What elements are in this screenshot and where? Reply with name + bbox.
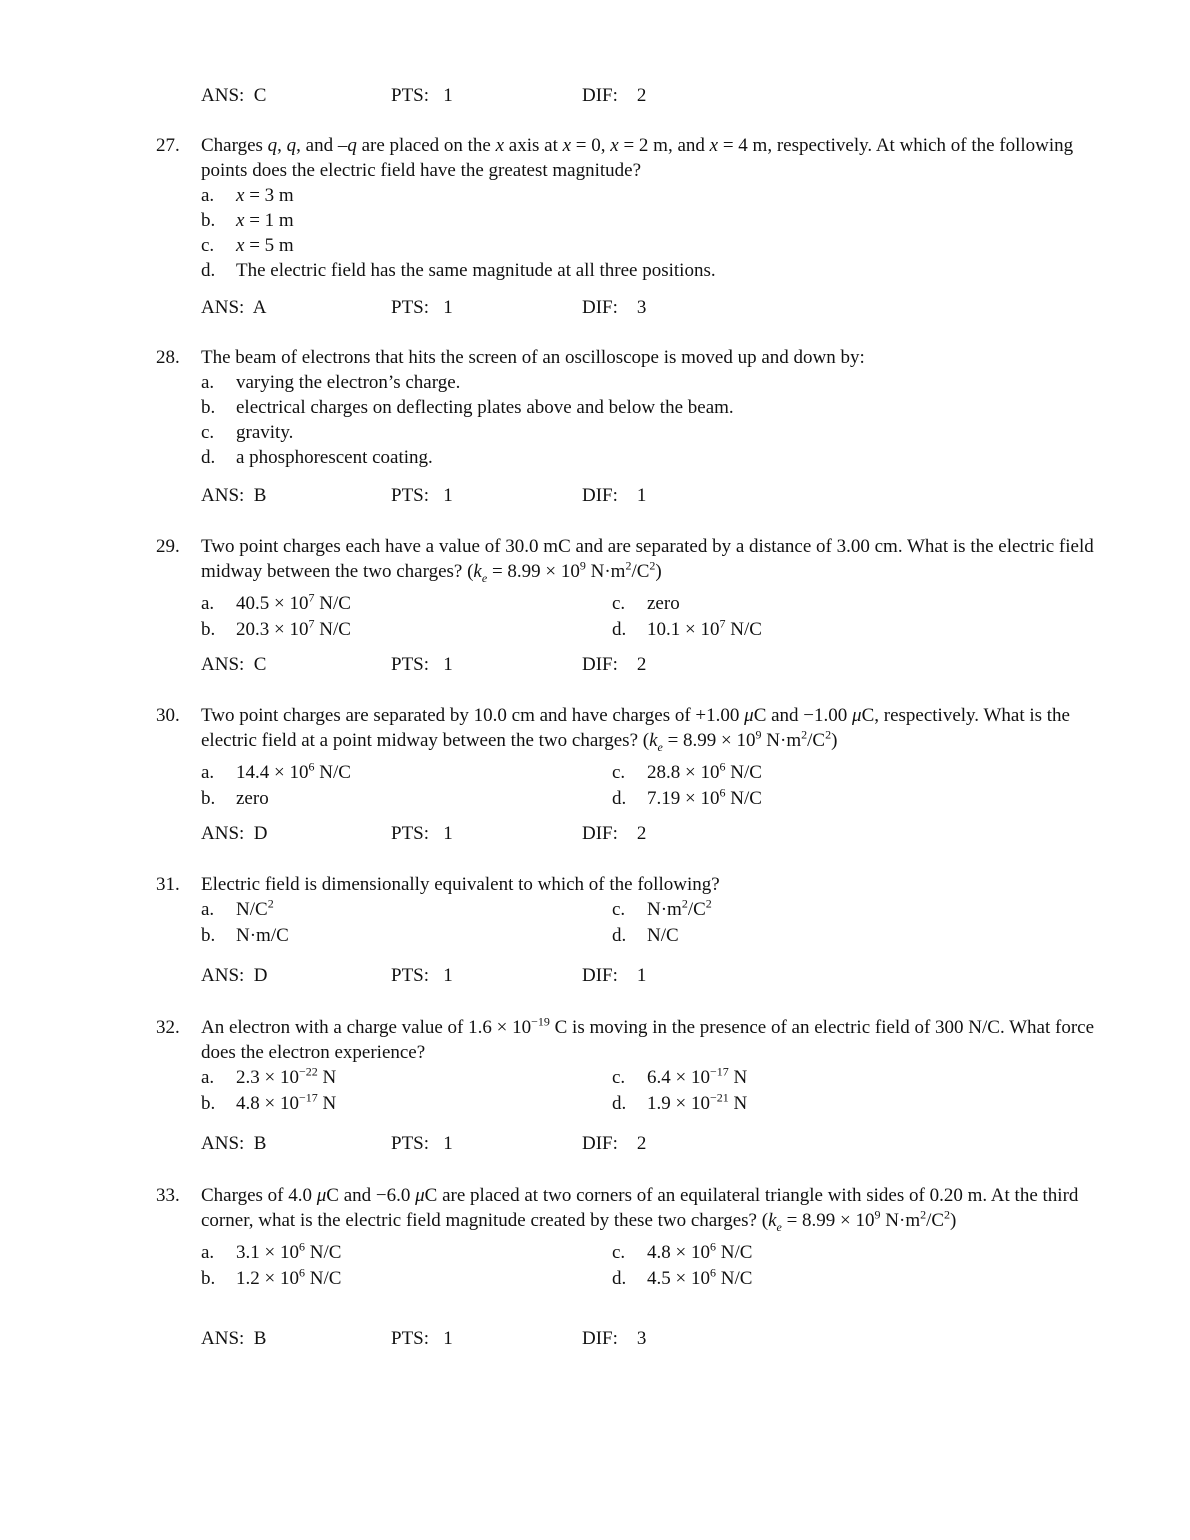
question-text: 32. An electron with a charge value of $1.6 \times 10^{-19}$ C is moving in the presence of an electric field of 300 N/C. What force does the electron experience?	[156, 1014, 1095, 1063]
option-b: b. zero	[201, 787, 269, 809]
option-d: d. N/C	[612, 925, 679, 946]
question-33	[156, 1183, 1096, 1292]
answer-key: ANS: D	[201, 965, 268, 986]
option-a: a. $40.5 \times 10^7$ N/C	[201, 590, 351, 614]
points: PTS: 1	[391, 85, 453, 106]
answer-line-27	[201, 296, 901, 320]
question-27	[156, 133, 1096, 283]
question-number: 30.	[156, 705, 180, 726]
points: PTS: 1	[391, 1133, 453, 1154]
points: PTS: 1	[391, 1328, 453, 1349]
answer-key: ANS: D	[201, 823, 268, 844]
difficulty: DIF: 3	[582, 1328, 647, 1349]
option-c: c. gravity.	[201, 422, 294, 443]
question-text: 31. Electric field is dimensionally equivalent to which of the following?	[156, 874, 720, 895]
option-b: b. x = 1 m	[201, 210, 294, 231]
option-d: d. a phosphorescent coating.	[201, 447, 433, 468]
question-text: 33. Charges of 4.0 μC and −6.0 μC are placed at two corners of an equilateral triangle with sides of 0.20 m. At the third corner, what is the electric field magnitude created by these two charges? ($k_e = 8.99 \times 10^9$ $N\cdot m^2/C^2$)	[156, 1185, 1079, 1234]
option-b: b. $20.3 \times 10^7$ N/C	[201, 616, 351, 640]
question-29	[156, 534, 1096, 643]
points: PTS: 1	[391, 823, 453, 844]
answer-line-30	[201, 822, 901, 846]
question-number: 29.	[156, 536, 180, 557]
question-number: 28.	[156, 347, 180, 368]
option-c: c. $28.8 \times 10^6$ N/C	[612, 759, 762, 783]
difficulty: DIF: 2	[582, 85, 647, 106]
answer-line-29	[201, 653, 901, 677]
question-number: 32.	[156, 1017, 180, 1038]
difficulty: DIF: 1	[582, 965, 647, 986]
answer-key: ANS: A	[201, 297, 267, 318]
option-c: c. zero	[612, 592, 680, 614]
points: PTS: 1	[391, 654, 453, 675]
points: PTS: 1	[391, 485, 453, 506]
option-c: c. $6.4 \times 10^{-17}$ N	[612, 1064, 748, 1088]
option-a: a. x = 3 m	[201, 185, 294, 206]
option-b: b. N·m/C	[201, 925, 289, 946]
answer-line-31	[201, 964, 901, 988]
option-d: d. $1.9 \times 10^{-21}$ N	[612, 1090, 748, 1114]
option-a: a. $N/C^2$	[201, 896, 274, 920]
option-d: d. $7.19 \times 10^6$ N/C	[612, 785, 762, 809]
answer-key: ANS: B	[201, 1328, 267, 1349]
option-b: b. $1.2 \times 10^6$ N/C	[201, 1265, 342, 1289]
difficulty: DIF: 2	[582, 654, 647, 675]
option-a: a. varying the electron’s charge.	[201, 372, 461, 393]
question-number: 31.	[156, 874, 180, 895]
answer-line-28	[201, 484, 901, 508]
difficulty: DIF: 2	[582, 1133, 647, 1154]
question-text: 29. Two point charges each have a value of 30.0 mC and are separated by a distance of 3.00 cm. What is the electric field midway between the two charges? ($k_e = 8.99 \times 10^9$ $N\cdot m^2/C^2$)	[156, 536, 1094, 585]
option-d: d. The electric field has the same magnitude at all three positions.	[201, 260, 716, 281]
difficulty: DIF: 3	[582, 297, 647, 318]
answer-key: ANS: C	[201, 654, 267, 675]
answer-key: ANS: B	[201, 1133, 267, 1154]
option-d: d. $4.5 \times 10^6$ N/C	[612, 1265, 753, 1289]
question-32	[156, 1015, 1096, 1117]
option-d: d. $10.1 \times 10^7$ N/C	[612, 616, 762, 640]
answer-line-26	[201, 84, 901, 108]
difficulty: DIF: 1	[582, 485, 647, 506]
option-b: b. electrical charges on deflecting plates above and below the beam.	[201, 397, 734, 418]
question-text: 30. Two point charges are separated by 10.0 cm and have charges of +1.00 μC and −1.00 μC, respectively. What is the electric field at a point midway between the two charges? ($k_e = 8.99 \times 10^9$ $N\cdot m^2/C^2$)	[156, 705, 1070, 754]
question-28	[156, 345, 1096, 470]
option-a: a. $14.4 \times 10^6$ N/C	[201, 759, 351, 783]
difficulty: DIF: 2	[582, 823, 647, 844]
question-text: 28. The beam of electrons that hits the screen of an oscilloscope is moved up and down by:	[156, 347, 865, 368]
question-30	[156, 703, 1096, 812]
option-c: c. $4.8 \times 10^6$ N/C	[612, 1239, 753, 1263]
points: PTS: 1	[391, 297, 453, 318]
option-a: a. $3.1 \times 10^6$ N/C	[201, 1239, 342, 1263]
answer-key: ANS: C	[201, 85, 267, 106]
question-number: 27.	[156, 135, 180, 156]
answer-key: ANS: B	[201, 485, 267, 506]
option-c: c. $N\cdot m^2/C^2$	[612, 896, 712, 920]
question-number: 33.	[156, 1185, 180, 1206]
option-c: c. x = 5 m	[201, 235, 294, 256]
question-text: 27. Charges q, q, and –q are placed on the x axis at x = 0, x = 2 m, and x = 4 m, respectively. At which of the following points does the electric field have the greatest magnitude?	[156, 135, 1074, 181]
answer-line-33	[201, 1327, 901, 1351]
option-b: b. $4.8 \times 10^{-17}$ N	[201, 1090, 337, 1114]
points: PTS: 1	[391, 965, 453, 986]
question-31	[156, 872, 1096, 949]
answer-line-32	[201, 1132, 901, 1156]
option-a: a. $2.3 \times 10^{-22}$ N	[201, 1064, 337, 1088]
